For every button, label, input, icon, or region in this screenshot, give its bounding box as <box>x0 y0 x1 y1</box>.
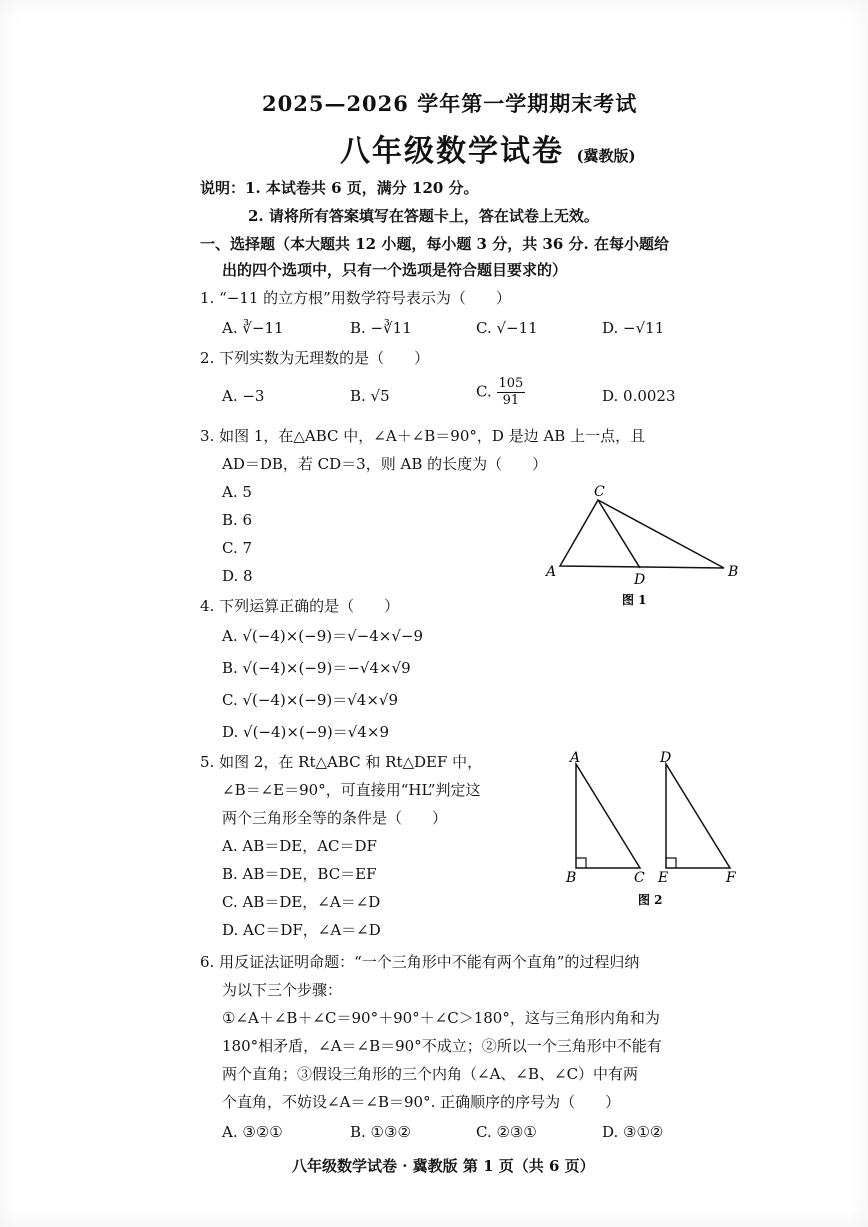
exam-title-text: 八年级数学试卷 <box>340 134 564 169</box>
q6-line1: 6. 用反证法证明命题：“一个三角形中不能有两个直角”的过程归纳 <box>200 953 640 971</box>
q6-option-c: C. ②③① <box>476 1123 537 1141</box>
label-a: A <box>546 564 557 580</box>
figure-1-caption: 图 1 <box>622 593 647 607</box>
q6-line4: 180°相矛盾，∠A＝∠B＝90°不成立；②所以一个三角形中不能有 <box>222 1037 662 1055</box>
label-c: C <box>594 484 605 500</box>
triangle-def <box>666 764 730 868</box>
q6-option-a: A. ③②① <box>222 1123 283 1141</box>
q3-option-b: B. 6 <box>222 511 253 529</box>
q5-option-b: B. AB＝DE，BC＝EF <box>222 865 377 883</box>
figure-2-triangles <box>558 750 748 910</box>
q5-stem-line3: 两个三角形全等的条件是（ ） <box>222 809 448 827</box>
q4-option-d: D. √(−4)×(−9)＝√4×9 <box>222 723 389 741</box>
label-c: C <box>634 870 645 886</box>
q3-stem-line1: 3. 如图 1，在△ABC 中，∠A＋∠B＝90°，D 是边 AB 上一点，且 <box>200 427 646 445</box>
q5-option-a: A. AB＝DE，AC＝DF <box>222 837 377 855</box>
label-b: B <box>728 564 739 580</box>
q4-option-a: A. √(−4)×(−9)＝√−4×√−9 <box>222 627 424 645</box>
notes-line-1 <box>200 178 479 198</box>
q6-line3: ①∠A＋∠B＋∠C＝90°＋90°＋∠C＞180°，这与三角形内角和为 <box>222 1009 660 1027</box>
page-footer: 八年级数学试卷 · 冀教版 第 1 页（共 6 页） <box>292 1157 595 1175</box>
q1-option-d: D. −√11 <box>602 319 665 337</box>
q2-stem: 2. 下列实数为无理数的是（ ） <box>200 349 430 367</box>
right-angle-mark-b <box>576 858 586 868</box>
q3-option-c: C. 7 <box>222 539 253 557</box>
section1-heading-line2: 出的四个选项中，只有一个选项是符合题目要求的） <box>222 261 568 279</box>
q4-option-c: C. √(−4)×(−9)＝√4×√9 <box>222 691 399 709</box>
q1-option-c: C. √−11 <box>476 319 538 337</box>
q6-option-b: B. ①③② <box>350 1123 411 1141</box>
label-a: A <box>570 750 581 766</box>
q5-option-c: C. AB＝DE，∠A＝∠D <box>222 893 381 911</box>
q2-option-c <box>476 376 525 409</box>
q2-option-c-label: C. <box>476 382 492 401</box>
q3-stem-line2: AD＝DB，若 CD＝3，则 AB 的长度为（ ） <box>222 455 548 473</box>
section1-heading-line1: 一、选择题（本大题共 12 小题，每小题 3 分，共 36 分. 在每小题给 <box>200 235 669 253</box>
triangle-abc <box>576 764 640 868</box>
notes-label: 说明： <box>200 179 246 197</box>
q2-option-a: A. −3 <box>222 387 265 405</box>
note-1: 1. 本试卷共 6 页，满分 120 分。 <box>245 179 479 197</box>
q1-stem: 1. “−11 的立方根”用数学符号表示为（ ） <box>200 289 511 307</box>
q6-line2: 为以下三个步骤： <box>222 981 343 999</box>
q4-stem: 4. 下列运算正确的是（ ） <box>200 597 400 615</box>
q5-stem-line1: 5. 如图 2，在 Rt△ABC 和 Rt△DEF 中， <box>200 753 483 771</box>
label-d: D <box>660 750 672 766</box>
note-2: 2. 请将所有答案填写在答题卡上，答在试卷上无效。 <box>248 207 599 225</box>
triangle-abc <box>560 500 724 568</box>
right-angle-mark-e <box>666 858 676 868</box>
label-d: D <box>634 572 646 588</box>
label-e: E <box>658 870 669 886</box>
q6-line5: 两个直角；③假设三角形的三个内角（∠A、∠B、∠C）中有两 <box>222 1065 639 1083</box>
q2-option-b: B. √5 <box>350 387 390 405</box>
q5-option-d: D. AC＝DF，∠A＝∠D <box>222 921 381 939</box>
q5-stem-line2: ∠B＝∠E＝90°，可直接用“HL”判定这 <box>222 781 481 799</box>
q2-option-d: D. 0.0023 <box>602 387 676 405</box>
label-f: F <box>726 870 736 886</box>
q4-option-b: B. √(−4)×(−9)＝−√4×√9 <box>222 659 411 677</box>
exam-title <box>340 126 636 170</box>
fraction-denominator: 91 <box>502 393 520 408</box>
q2-option-c-fraction <box>497 376 526 409</box>
figure-2-caption: 图 2 <box>638 893 663 907</box>
q6-line6: 个直角，不妨设∠A＝∠B＝90°. 正确顺序的序号为（ ） <box>222 1093 621 1111</box>
q1-option-b: B. −∛11 <box>350 319 412 337</box>
segment-cd <box>598 500 640 568</box>
figure-1-triangle <box>538 478 748 628</box>
q3-option-a: A. 5 <box>222 483 252 501</box>
edition-label: (冀教版) <box>576 147 636 165</box>
fraction-numerator: 105 <box>498 376 524 391</box>
label-b: B <box>566 870 577 886</box>
q6-option-d: D. ③①② <box>602 1123 664 1141</box>
q3-option-d: D. 8 <box>222 567 253 585</box>
q1-option-a: A. ∛−11 <box>222 319 284 337</box>
exam-session-title: 2025—2026 学年第一学期期末考试 <box>262 91 638 116</box>
